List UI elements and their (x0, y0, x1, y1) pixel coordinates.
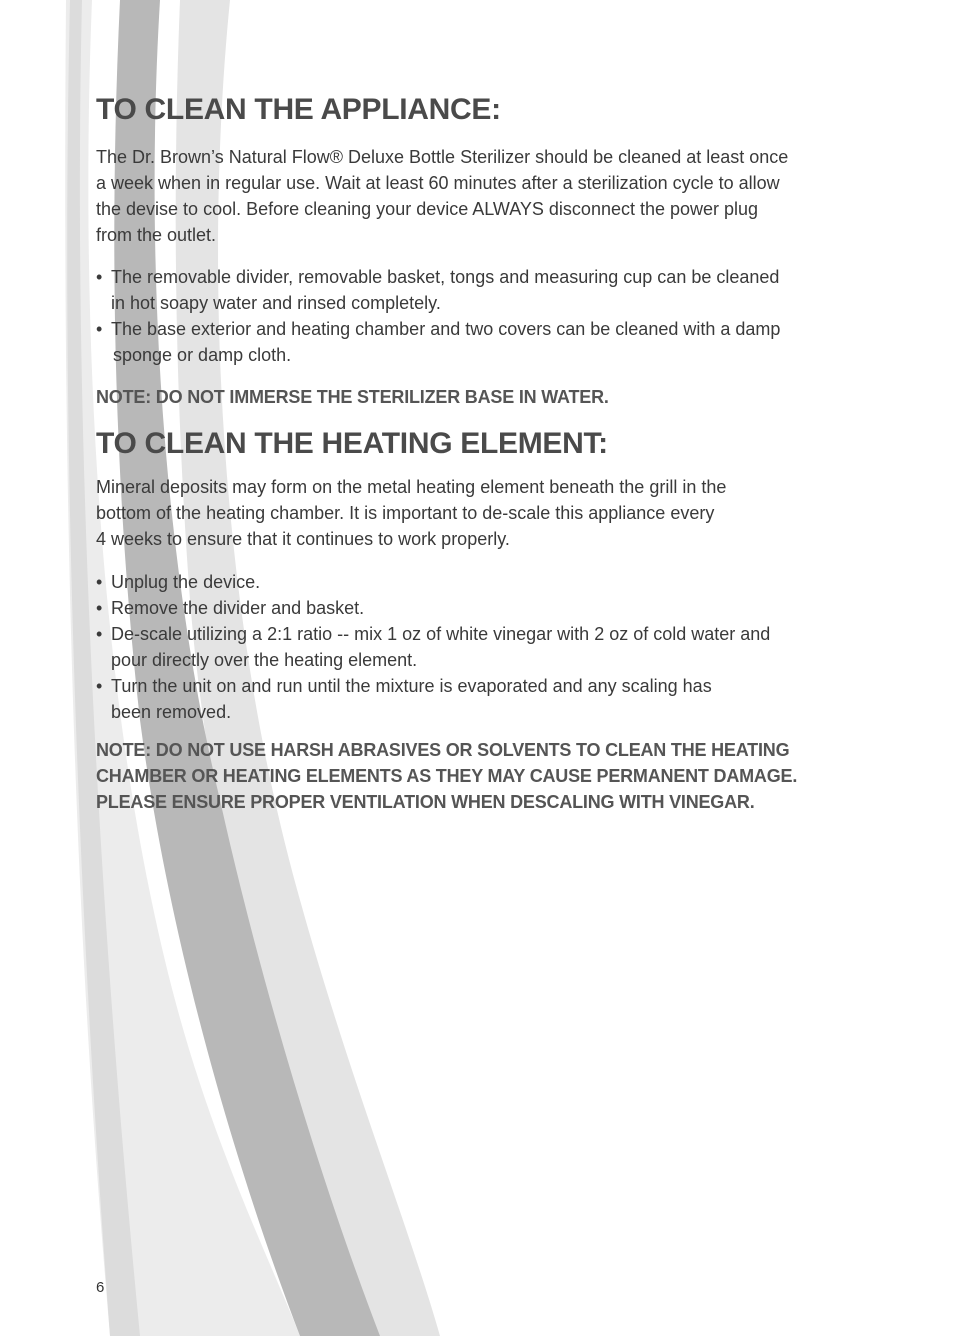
note-abrasives-warning (96, 737, 876, 815)
heating-intro-paragraph (96, 474, 876, 552)
section-heading-appliance: TO CLEAN THE APPLIANCE: (96, 93, 501, 126)
descaling-steps-list (96, 569, 876, 725)
page-content (96, 92, 876, 815)
list-item: • The removable divider, removable basket, tongs and measuring cup can be cleaned (96, 264, 876, 290)
list-item-continuation: sponge or damp cloth. (113, 345, 292, 365)
bullet-icon: • (96, 598, 103, 618)
text-line: from the outlet. (96, 225, 217, 245)
bullet-icon: • (96, 676, 103, 696)
appliance-intro-paragraph (96, 144, 876, 248)
bullet-icon: • (96, 267, 103, 287)
appliance-cleaning-list (96, 264, 876, 368)
text-line: the devise to cool. Before cleaning your device ALWAYS disconnect the power plug (96, 199, 759, 219)
list-item: • Turn the unit on and run until the mixture is evaporated and any scaling has (96, 673, 876, 699)
list-item-continuation: in hot soapy water and rinsed completely. (111, 293, 441, 313)
list-item: • The base exterior and heating chamber and two covers can be cleaned with a damp (96, 316, 876, 342)
bullet-icon: • (96, 572, 103, 592)
section-heading-heating-element: TO CLEAN THE HEATING ELEMENT: (96, 427, 608, 460)
text-line: bottom of the heating chamber. It is important to de-scale this appliance every (96, 503, 715, 523)
list-item: • De-scale utilizing a 2:1 ratio -- mix 1 oz of white vinegar with 2 oz of cold water and (96, 621, 876, 647)
text-line: The Dr. Brown’s Natural Flow® Deluxe Bottle Sterilizer should be cleaned at least once (96, 147, 789, 167)
note-line: PLEASE ENSURE PROPER VENTILATION WHEN DESCALING WITH VINEGAR. (96, 792, 755, 812)
list-item-continuation: pour directly over the heating element. (111, 650, 418, 670)
note-line: NOTE: DO NOT USE HARSH ABRASIVES OR SOLVENTS TO CLEAN THE HEATING (96, 740, 790, 760)
bullet-icon: • (96, 624, 103, 644)
text-line: Mineral deposits may form on the metal heating element beneath the grill in the (96, 477, 727, 497)
note-line: CHAMBER OR HEATING ELEMENTS AS THEY MAY CAUSE PERMANENT DAMAGE. (96, 766, 798, 786)
bullet-icon: • (96, 319, 103, 339)
text-line: a week when in regular use. Wait at least 60 minutes after a sterilization cycle to allow (96, 173, 780, 193)
text-line: 4 weeks to ensure that it continues to work properly. (96, 529, 510, 549)
list-item: • Unplug the device. (96, 569, 876, 595)
page-number: 6 (96, 1279, 105, 1296)
list-item: • Remove the divider and basket. (96, 595, 876, 621)
note-immersion-warning: NOTE: DO NOT IMMERSE THE STERILIZER BASE IN WATER. (96, 387, 609, 407)
list-item-continuation: been removed. (111, 702, 232, 722)
